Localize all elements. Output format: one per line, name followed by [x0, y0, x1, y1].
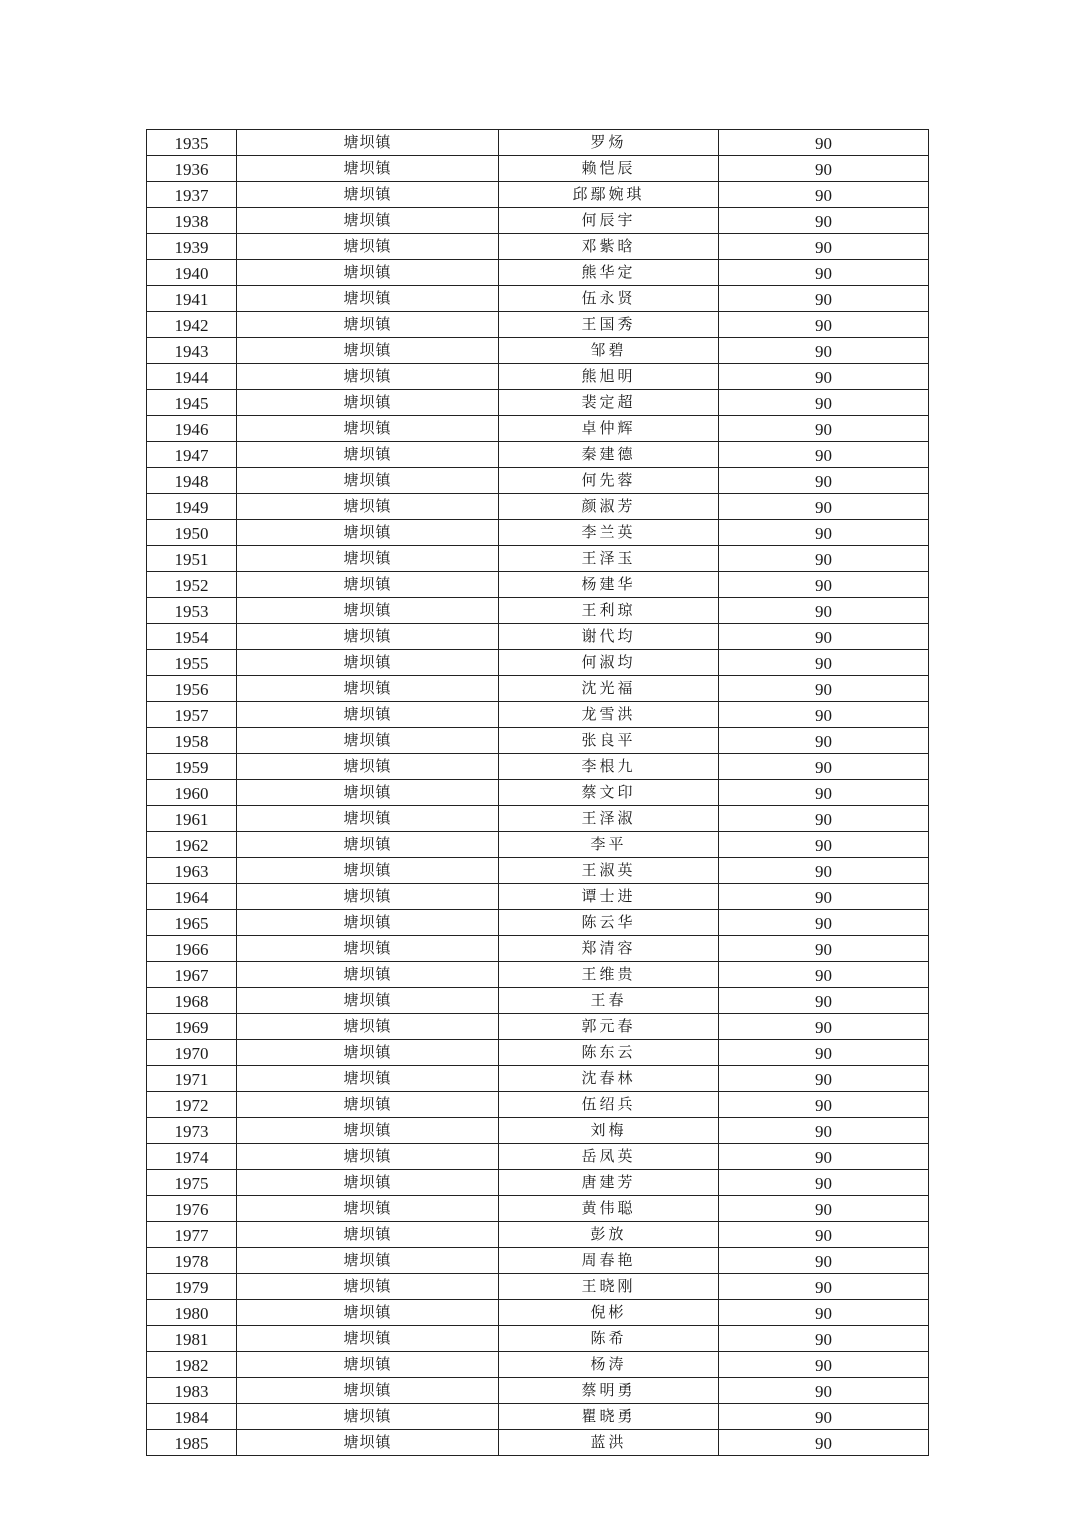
name-cell: 赖恺辰 [499, 156, 719, 182]
name-cell: 王春 [499, 988, 719, 1014]
row-number-cell: 1964 [147, 884, 237, 910]
table-row [147, 884, 929, 910]
table-row [147, 1274, 929, 1300]
table-row [147, 754, 929, 780]
name-cell: 杨建华 [499, 572, 719, 598]
score-cell: 90 [719, 390, 929, 416]
name-cell: 岳凤英 [499, 1144, 719, 1170]
score-cell: 90 [719, 1222, 929, 1248]
score-cell: 90 [719, 1092, 929, 1118]
town-cell: 塘坝镇 [237, 780, 499, 806]
town-cell: 塘坝镇 [237, 962, 499, 988]
table-row [147, 130, 929, 156]
row-number-cell: 1939 [147, 234, 237, 260]
score-cell: 90 [719, 1170, 929, 1196]
table-row [147, 494, 929, 520]
row-number-cell: 1955 [147, 650, 237, 676]
score-cell: 90 [719, 858, 929, 884]
table-row [147, 1378, 929, 1404]
table-row [147, 1144, 929, 1170]
name-cell: 郑清容 [499, 936, 719, 962]
name-cell: 瞿晓勇 [499, 1404, 719, 1430]
name-cell: 陈云华 [499, 910, 719, 936]
town-cell: 塘坝镇 [237, 1378, 499, 1404]
score-cell: 90 [719, 234, 929, 260]
table-row [147, 338, 929, 364]
name-cell: 张良平 [499, 728, 719, 754]
table-row [147, 1092, 929, 1118]
table-row [147, 806, 929, 832]
score-cell: 90 [719, 286, 929, 312]
name-cell: 谢代均 [499, 624, 719, 650]
name-cell: 王泽玉 [499, 546, 719, 572]
name-cell: 王晓刚 [499, 1274, 719, 1300]
score-cell: 90 [719, 650, 929, 676]
name-cell: 周春艳 [499, 1248, 719, 1274]
table-row [147, 286, 929, 312]
score-cell: 90 [719, 1404, 929, 1430]
name-cell: 蔡文印 [499, 780, 719, 806]
row-number-cell: 1970 [147, 1040, 237, 1066]
table-row [147, 1118, 929, 1144]
town-cell: 塘坝镇 [237, 572, 499, 598]
town-cell: 塘坝镇 [237, 442, 499, 468]
name-cell: 李根九 [499, 754, 719, 780]
score-cell: 90 [719, 910, 929, 936]
table-row [147, 780, 929, 806]
table-row [147, 1352, 929, 1378]
table-row [147, 572, 929, 598]
town-cell: 塘坝镇 [237, 1326, 499, 1352]
score-cell: 90 [719, 520, 929, 546]
name-cell: 邓紫晗 [499, 234, 719, 260]
score-cell: 90 [719, 130, 929, 156]
town-cell: 塘坝镇 [237, 728, 499, 754]
row-number-cell: 1967 [147, 962, 237, 988]
score-cell: 90 [719, 754, 929, 780]
score-cell: 90 [719, 962, 929, 988]
name-cell: 沈春林 [499, 1066, 719, 1092]
row-number-cell: 1946 [147, 416, 237, 442]
table-row [147, 1066, 929, 1092]
town-cell: 塘坝镇 [237, 416, 499, 442]
row-number-cell: 1956 [147, 676, 237, 702]
table-row [147, 416, 929, 442]
table-row [147, 858, 929, 884]
row-number-cell: 1936 [147, 156, 237, 182]
table-row [147, 208, 929, 234]
score-cell: 90 [719, 1274, 929, 1300]
town-cell: 塘坝镇 [237, 1352, 499, 1378]
table-row [147, 442, 929, 468]
table-row [147, 1430, 929, 1456]
row-number-cell: 1958 [147, 728, 237, 754]
row-number-cell: 1980 [147, 1300, 237, 1326]
town-cell: 塘坝镇 [237, 1430, 499, 1456]
row-number-cell: 1940 [147, 260, 237, 286]
name-cell: 何辰宇 [499, 208, 719, 234]
town-cell: 塘坝镇 [237, 520, 499, 546]
row-number-cell: 1965 [147, 910, 237, 936]
name-cell: 王淑英 [499, 858, 719, 884]
row-number-cell: 1954 [147, 624, 237, 650]
town-cell: 塘坝镇 [237, 156, 499, 182]
row-number-cell: 1975 [147, 1170, 237, 1196]
town-cell: 塘坝镇 [237, 390, 499, 416]
table-row [147, 260, 929, 286]
score-cell: 90 [719, 1352, 929, 1378]
score-cell: 90 [719, 624, 929, 650]
row-number-cell: 1952 [147, 572, 237, 598]
score-cell: 90 [719, 936, 929, 962]
row-number-cell: 1972 [147, 1092, 237, 1118]
row-number-cell: 1973 [147, 1118, 237, 1144]
row-number-cell: 1943 [147, 338, 237, 364]
name-cell: 龙雪洪 [499, 702, 719, 728]
score-cell: 90 [719, 1118, 929, 1144]
table-row [147, 702, 929, 728]
row-number-cell: 1983 [147, 1378, 237, 1404]
town-cell: 塘坝镇 [237, 182, 499, 208]
name-cell: 王利琼 [499, 598, 719, 624]
town-cell: 塘坝镇 [237, 936, 499, 962]
town-cell: 塘坝镇 [237, 910, 499, 936]
name-cell: 李平 [499, 832, 719, 858]
name-cell: 王泽淑 [499, 806, 719, 832]
name-cell: 卓仲辉 [499, 416, 719, 442]
score-cell: 90 [719, 442, 929, 468]
name-cell: 邹碧 [499, 338, 719, 364]
score-cell: 90 [719, 1300, 929, 1326]
row-number-cell: 1944 [147, 364, 237, 390]
town-cell: 塘坝镇 [237, 234, 499, 260]
table-row [147, 1040, 929, 1066]
score-cell: 90 [719, 1430, 929, 1456]
row-number-cell: 1979 [147, 1274, 237, 1300]
town-cell: 塘坝镇 [237, 858, 499, 884]
score-cell: 90 [719, 780, 929, 806]
table-row [147, 598, 929, 624]
row-number-cell: 1966 [147, 936, 237, 962]
row-number-cell: 1981 [147, 1326, 237, 1352]
name-cell: 蓝洪 [499, 1430, 719, 1456]
name-cell: 倪彬 [499, 1300, 719, 1326]
table-row [147, 156, 929, 182]
table-row [147, 676, 929, 702]
town-cell: 塘坝镇 [237, 130, 499, 156]
row-number-cell: 1959 [147, 754, 237, 780]
score-cell: 90 [719, 806, 929, 832]
score-cell: 90 [719, 728, 929, 754]
row-number-cell: 1951 [147, 546, 237, 572]
table-row [147, 910, 929, 936]
score-cell: 90 [719, 182, 929, 208]
name-cell: 黄伟聪 [499, 1196, 719, 1222]
roster-table-body [147, 130, 929, 1456]
row-number-cell: 1984 [147, 1404, 237, 1430]
row-number-cell: 1961 [147, 806, 237, 832]
table-row [147, 1170, 929, 1196]
score-cell: 90 [719, 1196, 929, 1222]
score-cell: 90 [719, 208, 929, 234]
table-row [147, 1300, 929, 1326]
table-row [147, 1404, 929, 1430]
town-cell: 塘坝镇 [237, 286, 499, 312]
town-cell: 塘坝镇 [237, 338, 499, 364]
row-number-cell: 1976 [147, 1196, 237, 1222]
row-number-cell: 1982 [147, 1352, 237, 1378]
row-number-cell: 1942 [147, 312, 237, 338]
score-cell: 90 [719, 1014, 929, 1040]
table-row [147, 312, 929, 338]
name-cell: 陈希 [499, 1326, 719, 1352]
row-number-cell: 1957 [147, 702, 237, 728]
town-cell: 塘坝镇 [237, 260, 499, 286]
score-cell: 90 [719, 572, 929, 598]
row-number-cell: 1963 [147, 858, 237, 884]
score-cell: 90 [719, 676, 929, 702]
row-number-cell: 1985 [147, 1430, 237, 1456]
table-row [147, 182, 929, 208]
name-cell: 刘梅 [499, 1118, 719, 1144]
name-cell: 罗炀 [499, 130, 719, 156]
score-cell: 90 [719, 416, 929, 442]
name-cell: 沈光福 [499, 676, 719, 702]
town-cell: 塘坝镇 [237, 546, 499, 572]
table-row [147, 650, 929, 676]
row-number-cell: 1947 [147, 442, 237, 468]
town-cell: 塘坝镇 [237, 598, 499, 624]
score-cell: 90 [719, 312, 929, 338]
score-cell: 90 [719, 1378, 929, 1404]
row-number-cell: 1953 [147, 598, 237, 624]
score-cell: 90 [719, 1144, 929, 1170]
name-cell: 何先蓉 [499, 468, 719, 494]
town-cell: 塘坝镇 [237, 754, 499, 780]
name-cell: 谭士进 [499, 884, 719, 910]
row-number-cell: 1945 [147, 390, 237, 416]
name-cell: 杨涛 [499, 1352, 719, 1378]
score-cell: 90 [719, 988, 929, 1014]
name-cell: 秦建德 [499, 442, 719, 468]
table-row [147, 988, 929, 1014]
name-cell: 李兰英 [499, 520, 719, 546]
town-cell: 塘坝镇 [237, 1300, 499, 1326]
name-cell: 彭放 [499, 1222, 719, 1248]
table-row [147, 1222, 929, 1248]
row-number-cell: 1937 [147, 182, 237, 208]
town-cell: 塘坝镇 [237, 1014, 499, 1040]
name-cell: 伍永贤 [499, 286, 719, 312]
row-number-cell: 1968 [147, 988, 237, 1014]
town-cell: 塘坝镇 [237, 494, 499, 520]
town-cell: 塘坝镇 [237, 468, 499, 494]
town-cell: 塘坝镇 [237, 1066, 499, 1092]
row-number-cell: 1960 [147, 780, 237, 806]
town-cell: 塘坝镇 [237, 806, 499, 832]
name-cell: 邱鄢婉琪 [499, 182, 719, 208]
score-cell: 90 [719, 1040, 929, 1066]
town-cell: 塘坝镇 [237, 1040, 499, 1066]
town-cell: 塘坝镇 [237, 1248, 499, 1274]
table-row [147, 1326, 929, 1352]
table-row [147, 962, 929, 988]
town-cell: 塘坝镇 [237, 312, 499, 338]
score-cell: 90 [719, 1248, 929, 1274]
row-number-cell: 1969 [147, 1014, 237, 1040]
town-cell: 塘坝镇 [237, 364, 499, 390]
row-number-cell: 1950 [147, 520, 237, 546]
score-cell: 90 [719, 338, 929, 364]
town-cell: 塘坝镇 [237, 676, 499, 702]
table-row [147, 546, 929, 572]
name-cell: 何淑均 [499, 650, 719, 676]
table-row [147, 1248, 929, 1274]
town-cell: 塘坝镇 [237, 832, 499, 858]
score-cell: 90 [719, 468, 929, 494]
row-number-cell: 1949 [147, 494, 237, 520]
name-cell: 熊旭明 [499, 364, 719, 390]
town-cell: 塘坝镇 [237, 988, 499, 1014]
row-number-cell: 1974 [147, 1144, 237, 1170]
name-cell: 熊华定 [499, 260, 719, 286]
town-cell: 塘坝镇 [237, 208, 499, 234]
table-row [147, 364, 929, 390]
name-cell: 裴定超 [499, 390, 719, 416]
row-number-cell: 1978 [147, 1248, 237, 1274]
score-cell: 90 [719, 702, 929, 728]
score-cell: 90 [719, 884, 929, 910]
row-number-cell: 1962 [147, 832, 237, 858]
table-row [147, 624, 929, 650]
town-cell: 塘坝镇 [237, 1404, 499, 1430]
score-cell: 90 [719, 156, 929, 182]
table-row [147, 832, 929, 858]
row-number-cell: 1971 [147, 1066, 237, 1092]
town-cell: 塘坝镇 [237, 1196, 499, 1222]
town-cell: 塘坝镇 [237, 702, 499, 728]
table-row [147, 234, 929, 260]
table-row [147, 468, 929, 494]
town-cell: 塘坝镇 [237, 1170, 499, 1196]
table-row [147, 390, 929, 416]
name-cell: 唐建芳 [499, 1170, 719, 1196]
score-cell: 90 [719, 546, 929, 572]
table-row [147, 728, 929, 754]
table-row [147, 1196, 929, 1222]
row-number-cell: 1941 [147, 286, 237, 312]
town-cell: 塘坝镇 [237, 1274, 499, 1300]
table-row [147, 936, 929, 962]
name-cell: 蔡明勇 [499, 1378, 719, 1404]
row-number-cell: 1948 [147, 468, 237, 494]
town-cell: 塘坝镇 [237, 624, 499, 650]
town-cell: 塘坝镇 [237, 650, 499, 676]
row-number-cell: 1938 [147, 208, 237, 234]
score-cell: 90 [719, 260, 929, 286]
score-cell: 90 [719, 364, 929, 390]
town-cell: 塘坝镇 [237, 1222, 499, 1248]
town-cell: 塘坝镇 [237, 1092, 499, 1118]
town-cell: 塘坝镇 [237, 1118, 499, 1144]
score-cell: 90 [719, 1326, 929, 1352]
score-cell: 90 [719, 832, 929, 858]
table-row [147, 1014, 929, 1040]
name-cell: 王维贵 [499, 962, 719, 988]
table-row [147, 520, 929, 546]
score-cell: 90 [719, 1066, 929, 1092]
name-cell: 王国秀 [499, 312, 719, 338]
score-cell: 90 [719, 494, 929, 520]
roster-table [146, 129, 929, 1456]
score-cell: 90 [719, 598, 929, 624]
name-cell: 伍绍兵 [499, 1092, 719, 1118]
name-cell: 颜淑芳 [499, 494, 719, 520]
town-cell: 塘坝镇 [237, 1144, 499, 1170]
row-number-cell: 1977 [147, 1222, 237, 1248]
name-cell: 郭元春 [499, 1014, 719, 1040]
town-cell: 塘坝镇 [237, 884, 499, 910]
row-number-cell: 1935 [147, 130, 237, 156]
name-cell: 陈东云 [499, 1040, 719, 1066]
